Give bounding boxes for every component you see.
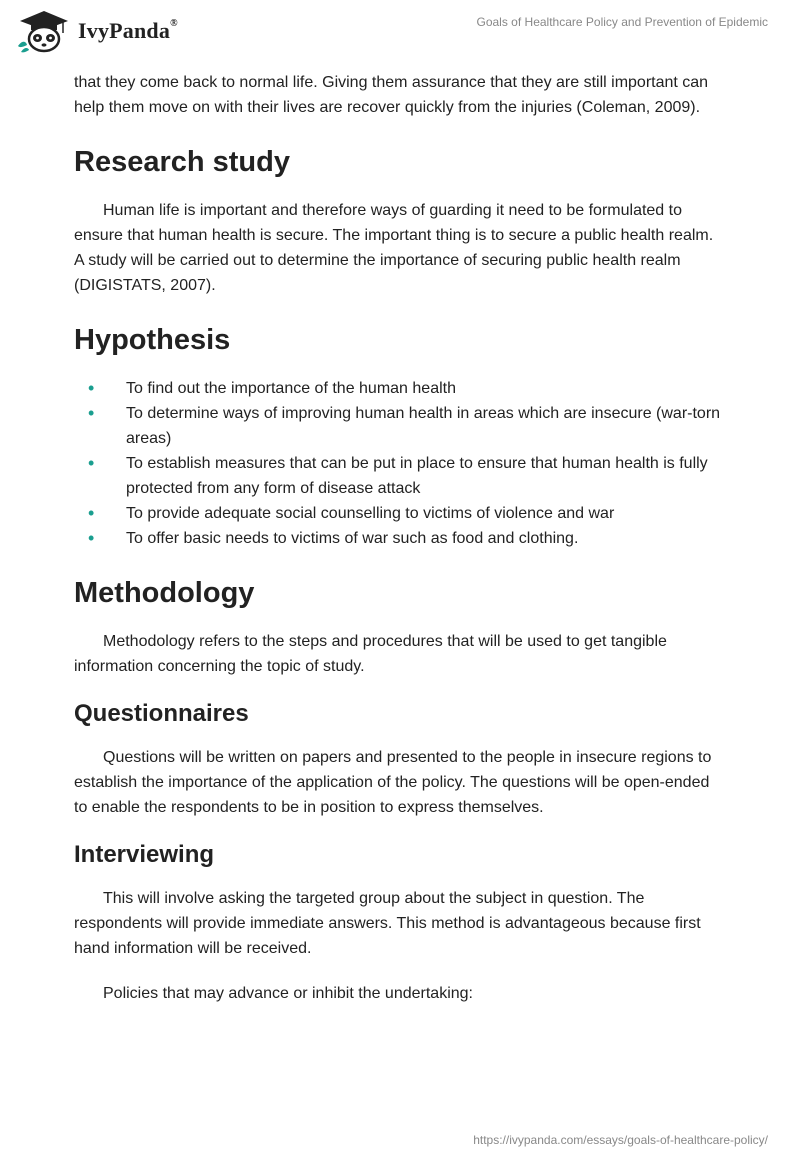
list-item: • To establish measures that can be put in place to ensure that human health is fully protected from any form of disease attack bbox=[74, 451, 724, 501]
research-study-heading: Research study bbox=[74, 146, 290, 178]
interviewing-paragraph: This will involve asking the targeted group about the subject in question. The respondents will provide immediate answers. This method is advantageous because first hand information will be received. bbox=[74, 890, 701, 957]
list-item: • To provide adequate social counselling to victims of violence and war bbox=[74, 501, 724, 526]
questionnaires-paragraph: Questions will be written on papers and presented to the people in insecure regions to establish the importance of the application of the policy. The questions will be open-ended to enable the respondents to be in position to express themselves. bbox=[74, 749, 712, 816]
methodology-paragraph: Methodology refers to the steps and procedures that will be used to get tangible information concerning the topic of study. bbox=[74, 633, 667, 675]
brand-name: IvyPanda® bbox=[78, 17, 178, 43]
source-url[interactable]: https://ivypanda.com/essays/goals-of-healthcare-policy/ bbox=[473, 1133, 768, 1147]
policies-paragraph: Policies that may advance or inhibit the undertaking: bbox=[103, 985, 473, 1002]
panda-graduate-icon bbox=[14, 9, 72, 53]
list-item: • To determine ways of improving human health in areas which are insecure (war-torn areas) bbox=[74, 401, 724, 451]
list-item: • To find out the importance of the human health bbox=[74, 376, 724, 401]
research-study-paragraph: Human life is important and therefore ways of guarding it need to be formulated to ensure that human health is secure. The important thing is to secure a public health realm. A study will be carried out to determine the importance of securing public health realm (DIGISTATS, 2007). bbox=[74, 202, 714, 294]
methodology-heading: Methodology bbox=[74, 577, 255, 609]
essay-body bbox=[74, 70, 724, 1020]
interviewing-heading: Interviewing bbox=[74, 841, 215, 868]
intro-paragraph: that they come back to normal life. Giving them assurance that they are still important can help them move on with their lives are recover quickly from the injuries (Coleman, 2009). bbox=[74, 74, 709, 116]
page-header bbox=[0, 0, 800, 66]
ivypanda-logo[interactable] bbox=[14, 9, 178, 53]
hypothesis-list bbox=[74, 376, 724, 551]
list-item: • To offer basic needs to victims of war such as food and clothing. bbox=[74, 526, 724, 551]
document-title: Goals of Healthcare Policy and Prevention of Epidemic bbox=[476, 15, 768, 29]
hypothesis-heading: Hypothesis bbox=[74, 324, 231, 356]
questionnaires-heading: Questionnaires bbox=[74, 700, 249, 727]
